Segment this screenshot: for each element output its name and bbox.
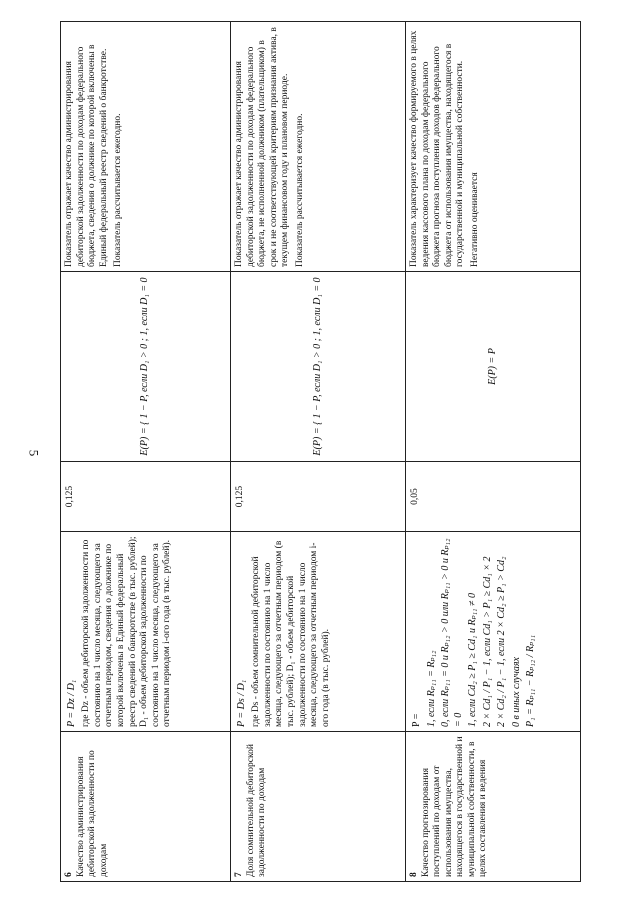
formula-line: P₁ = Rₚ₁₁ − Rₚ₁₂ / Rₚ₁₁ <box>525 634 536 727</box>
comment-cell <box>406 22 581 272</box>
row-number-6-cell <box>61 732 231 882</box>
row-number-7-cell <box>231 732 406 882</box>
comment: Показатель отражает качество администрирования дебиторской задолженности по доходам федерального бюджета, сведения о должнике по которой включены в Единый федеральный реестр сведений о банкротстве. <box>64 44 109 267</box>
formula-line: 1, если Cd₂ ≥ P₁ ≥ Cd₁ и Rₚ₁₁ ≠ 0 <box>467 592 478 727</box>
formula-cell <box>231 532 406 732</box>
piecewise-formula-cell: P = 1, если Rₚ₁₁ = Rₚ₁₂ 0, если Rₚ₁₁ = 0 и Rₚ₁₂ > 0 или Rₚ₁₁ > 0 и Rₚ₁₂ = 0 1, если Cd₂ ≥ P₁ ≥ Cd₁ и Rₚ₁₁ ≠ 0 2 × Cd₁ / P₁ − 1, если Cd₁ > P₁ ≥ Cd₁ × 2 2 × Cd₂ / P₁ − 1, если 2 × Cd₂ ≥ P₁ > Cd₂ 0 в иных случаях P₁ = Rₚ₁₁ − Rₚ₁₂ / Rₚ₁₁ <box>406 532 581 732</box>
formula-explanation: где Ds - объем сомнительной дебиторской задолженности по состоянию на 1 число месяца, следующего за отчетным периодом (в тыс. рублей); D₁ - объем дебиторской задолженности по состоянию на 1 число месяца, следующего за отчетным периодом i-ого года (в тыс. рублей). <box>251 540 331 727</box>
comment-cell <box>231 22 406 272</box>
indicator-name: Качество администрирования дебиторской задолженности по доходам <box>75 750 109 877</box>
formula: P = Dz / D₁ <box>66 679 77 727</box>
weight: 0,125 <box>235 485 245 508</box>
formula-line: 1, если Rₚ₁₁ = Rₚ₁₂ <box>425 650 437 727</box>
page-number: 5 <box>26 449 42 457</box>
evaluation-formula: E(P) = P <box>486 348 498 385</box>
formula-line: 2 × Cd₁ / P₁ − 1, если Cd₁ > P₁ ≥ Cd₁ × 2 <box>481 556 493 727</box>
formula-line: 2 × Cd₂ / P₁ − 1, если 2 × Cd₂ ≥ P₁ > Cd₂ <box>496 556 507 727</box>
row-number: 6 <box>64 872 74 877</box>
weight: 0,125 <box>65 485 75 508</box>
comment-frequency: Показатель рассчитывается ежегодно. <box>294 113 305 267</box>
table-row <box>61 22 231 882</box>
row-number-8-cell <box>406 732 581 882</box>
rotated-table-container <box>60 22 580 882</box>
comment-note: Негативно оценивается <box>469 172 480 267</box>
formula-cell <box>61 532 231 732</box>
comment: Показатель отражает качество администрирования дебиторской задолженности по доходам федерального бюджета, не исполненной должником (плательщиком) в срок и не соответствующей критериям признания актива, в текущем финансовом году и плановом периоде. <box>234 27 291 267</box>
weight: 0,05 <box>410 488 420 505</box>
comment: Показатель характеризует качество формируемого в целях ведения кассового плана по доходам федерального бюджета прогноза поступления доходов федерального бюджета от использования имущества, находящегося в государственной и муниципальной собственности. <box>409 30 466 267</box>
table-row <box>406 22 581 882</box>
evaluation-cell <box>406 272 581 462</box>
table-row <box>231 22 406 882</box>
evaluation-cell <box>61 272 231 462</box>
row-number: 7 <box>234 872 244 877</box>
formula: P = Ds / D₁ <box>236 679 247 727</box>
weight-cell <box>406 462 581 532</box>
evaluation-formula: E(P) = { 1 − P, если D₁ > 0 ; 1, если D₁ = 0 <box>139 277 151 456</box>
weight-cell <box>231 462 406 532</box>
formula-line: 0 в иных случаях <box>510 657 522 727</box>
indicator-name: Доля сомнительной дебиторской задолженности по доходам <box>245 744 268 877</box>
formula-explanation: где Dz - объем дебиторской задолженности по состоянию на 1 число месяца, следующего за отчетным периодом, сведения о должнике по которой включены в Единый федеральный реестр сведений о банкротстве (в тыс. рублей); D₁ - объем дебиторской задолженности по состоянию на 1 число месяца, следующего за отчетным периодом i-ого года (в тыс. рублей). <box>81 536 173 727</box>
evaluation-cell <box>231 272 406 462</box>
evaluation-formula: E(P) = { 1 − P, если D₁ > 0 ; 1, если D₁ = 0 <box>311 277 323 456</box>
comment-frequency: Показатель рассчитывается ежегодно. <box>113 113 124 267</box>
indicators-table <box>60 21 581 882</box>
comment-cell <box>61 22 231 272</box>
weight-cell <box>61 462 231 532</box>
indicator-name: Качество прогнозирования поступлений по доходам от использования имущества, находящегося в государственной и муниципальной собственности, в целях составления и ведения <box>420 736 489 877</box>
formula-line: 0, если Rₚ₁₁ = 0 и Rₚ₁₂ > 0 или Rₚ₁₁ > 0 и Rₚ₁₂ = 0 <box>440 538 464 727</box>
row-number: 8 <box>409 872 419 877</box>
